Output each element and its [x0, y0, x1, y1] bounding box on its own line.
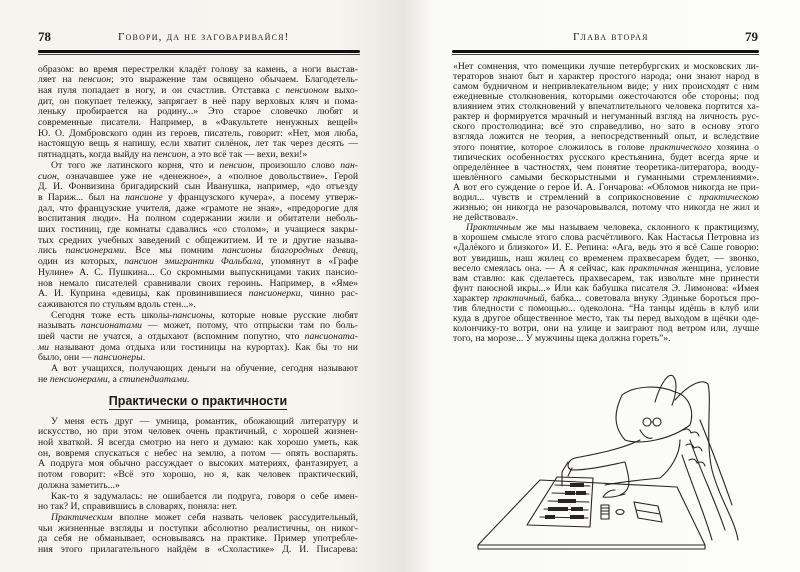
running-title: Глава вторая [573, 31, 649, 43]
text-run: воспитания люди». На полном содержании жили и обитатели неболь- [38, 213, 358, 225]
text-run: того, на морозе... У мужчины щека должна гореть”». [453, 333, 671, 345]
paragraph [453, 223, 759, 344]
text-run: потом говорит: «Всё это хорошо, но я, как человек практический, [38, 469, 358, 481]
header-rule [38, 50, 360, 53]
text-run: вам ставлю: как сделаетесь прахвесарем, так извольте мне принести [453, 272, 759, 284]
italic-term: Практическим [51, 511, 113, 523]
text-run: Д. И. Фонвизина бригадирский сын Иванушка, например, «до отъезду [38, 181, 358, 193]
text-run: вполне может себя назвать человек рассудительный, [112, 511, 358, 523]
italic-term: пан- [340, 159, 358, 171]
text-run: в хорошем смысле этого слова расчётливого. Как Настасья Петровна из [453, 232, 759, 244]
section-heading-text: Практически о практичности [108, 393, 288, 408]
text-run: , означавшее уже не «денежное», а «полное довольствие». Герой [56, 170, 358, 182]
italic-term: пенсион [219, 159, 253, 171]
text-run: чьи жизненные взгляды и поступки абсолютно реалистичны, он никог- [38, 522, 358, 534]
text-run: дит, он покупает тележку, запрягает в неё пару верховых кляч и пома- [38, 95, 358, 107]
text-run: не [38, 373, 50, 385]
italic-term: пансионеры [93, 352, 143, 364]
text-run: , а [107, 373, 120, 385]
text-run: ния этого прилагательного найдём в «Схоластике» Д. И. Писарева: [38, 544, 358, 556]
text-run: леньку пробирается на родину...» Это старое словечко любят и [38, 106, 358, 118]
italic-term: практичная [628, 262, 679, 274]
text-run: называют дома отдыха или гостиницы на курортах). Как бы то ни [49, 341, 358, 353]
text-run: шевлённого самыми бескорыстными и гуманными стремлениями». [453, 171, 759, 183]
text-run: А вот учащихся, получающих деньги на обучение, сегодня называют [51, 363, 358, 375]
italic-term: практическою [699, 192, 759, 204]
text-run: в Париж... был на [38, 191, 126, 203]
italic-term: пансионатами [80, 320, 142, 332]
italic-term: пансионы [172, 309, 213, 321]
text-run: фунт паюсной икры...» Или как бабушка писателя Э. Лимонова: «Имея [453, 282, 759, 294]
text-run: ших гостиниц, где комнаты сдавались «со столом», и учащиеся закры- [38, 224, 358, 236]
page-number: 78 [38, 29, 51, 44]
text-run: А подруга моя обычно рассуждает о высоких материях, фантазирует, а [38, 458, 358, 470]
text-run: водил... чувств и стремлений в соприкосновение с [453, 192, 700, 204]
text-run: , чинно рас- [300, 288, 358, 300]
italic-term: пансион эмигрантки Фальбала [124, 256, 262, 268]
text-run: . [142, 352, 146, 364]
text-run: весело смеялась она. — А я сейчас, как [453, 262, 629, 274]
text-run: А. И. Куприна «девицы, как провинившиеся [38, 288, 249, 300]
italic-term: пенсионом [285, 84, 329, 96]
text-run: куда в другое общественное место, так ты перед выходом в щёчки оде- [453, 313, 759, 325]
text-run: ежедневные столкновения, которыми ожесточаются обе стороны; под [453, 91, 759, 103]
running-title: Говори, да не заговаривайся! [118, 31, 290, 43]
italic-term: пенсионерами [49, 373, 108, 385]
text-run: ; это выражение там освящено обычаем. Благодетель- [111, 74, 359, 86]
text-run: От того же латинского корня, что и [51, 159, 220, 171]
text-run: тых средних учебных заведений с общежитием. И те и другие называ- [38, 234, 358, 246]
text-run: тераторов знают быт и характер простого народа; они знают народ в [453, 70, 759, 82]
text-run: Как-то я задумалась: не ошибается ли подруга, говоря о себе имен- [51, 490, 358, 502]
text-run: он, вовремя спускаться с небес на землю, а потом — опять воспарять. [38, 447, 358, 459]
italic-term: стипендиатами [119, 373, 187, 385]
italic-term: Практичным [466, 222, 522, 234]
text-run: типических особенностях русского крестьянина, будет всегда ярче и [453, 151, 759, 163]
text-run: У меня есть друг — умница, романтик, обожающий литературу и [51, 415, 358, 427]
text-run: «Нет сомнения, что помещики лучше петербургских и московских ли- [453, 60, 759, 72]
text-run: настоящую вещь я напишу, если хватит силёнок, лет так через десять — [38, 138, 358, 150]
text-run: , бабка... советовала внуку Эдиньке бороться про- [544, 292, 759, 304]
text-run: определённее в частностях, чем понятие теоретика-литератора, вооду- [453, 161, 759, 173]
text-run: Сегодня тоже есть школы- [51, 309, 173, 321]
text-run: вот увидишь, наш жилец со временем прахвесарем будет, — звонко, [453, 252, 759, 264]
text-run: же мы называем человека, склонного к практицизму, [521, 222, 759, 234]
text-run: самом будничном и непривлекательном виде; у них происходят с ним [453, 80, 759, 92]
right-text-column [453, 62, 759, 345]
paragraph [453, 62, 759, 224]
text-run: — может, потому, что отпрыски там по боль- [142, 320, 358, 332]
italic-term: пансионы благородных девиц [222, 245, 356, 257]
text-run: Нулине» А. С. Пушкина... Со скромными выпускницами таких пансио- [38, 266, 358, 278]
text-run: хозяина о [711, 141, 759, 153]
text-run: тив бледности с помощью... одеколона. “На танцы идёшь в клуб или [453, 303, 759, 315]
text-run: колончику-то вотри, они на улице и заиграют под ветром или, лучше [453, 323, 759, 335]
text-run: влиянием этих столкновений у впечатлительного человека портится ха- [453, 101, 759, 113]
paragraph [38, 417, 358, 492]
header-rule [452, 50, 759, 53]
text-run: лись [38, 245, 66, 257]
text-run: образом: во время перестрелки кладёт голову за камень, а ноги выстав- [38, 63, 358, 75]
text-run: рактер и формируется мрачный и негуманный взгляд на личность рус- [453, 111, 759, 123]
text-run: жизнью; он никогда не разочаровывался, потому что никогда не жил и [453, 202, 759, 214]
italic-term: пансионерами [65, 245, 124, 257]
text-run: характер [453, 292, 493, 304]
text-run: ского простолюдина; всё это справедливо, но зато в основу этого [453, 121, 759, 133]
text-run: выхо- [328, 84, 358, 96]
text-run: искусство, но при этом человек очень практичный, с хорошей жизнен- [38, 426, 358, 438]
text-run: А вот его суждение о герое И. А. Гончарова: «Обломов никогда не при- [453, 181, 759, 193]
italic-term: пенсион [153, 149, 187, 161]
text-run: да себя не обманывает, основываясь на практике. Пример употребле- [38, 533, 358, 545]
italic-term: пансионерки [248, 288, 301, 300]
paragraph [38, 364, 358, 385]
paragraph [38, 161, 358, 311]
paragraph [38, 492, 358, 513]
text-run: , которые новые русские любят [212, 309, 358, 321]
paragraph [38, 513, 358, 556]
text-run: этого понятие, которое сложилось в голове [453, 141, 650, 153]
italic-term: практичный [493, 292, 545, 304]
text-run: Ю. О. Домбровского один из героев, писатель, говорит: «Нет, моя люба, [38, 127, 358, 139]
text-line [38, 545, 358, 556]
paragraph [38, 311, 358, 365]
section-heading [38, 386, 358, 417]
text-run: шей части не учатся, а отдыхают (вспомним попутно, что [38, 331, 305, 343]
text-run: . Все мы помним [123, 245, 223, 257]
text-before-heading [38, 65, 358, 386]
italic-term: практического [649, 141, 712, 153]
page-number: 79 [745, 29, 758, 44]
text-run: не действовал». [453, 212, 519, 224]
italic-term: пенсион [78, 74, 112, 86]
text-run: , упомянут в «Графе [261, 256, 358, 268]
italic-term: пансионата- [304, 331, 358, 343]
text-run: , а это всё так — вехи, вехи!» [186, 149, 308, 161]
text-run: но так? И, справившись в словарях, поняла: нет. [38, 501, 238, 513]
text-line [38, 375, 358, 386]
italic-term: ми [38, 341, 50, 353]
text-run: было, они — [38, 352, 94, 364]
text-run: современные писатели. Например, в «Факультете ненужных вещей» [38, 117, 358, 129]
text-run: «Далёкого и близкого» И. Е. Репина: «Ага, ведь это я всё Саше говорю: [453, 242, 759, 254]
italic-term: сион [38, 170, 57, 182]
paragraph [38, 65, 358, 161]
text-run: взгляда ложится не теория, а непосредственный опыт, и вследствие [453, 131, 759, 143]
text-run: один из которых, [38, 256, 125, 268]
text-run: должна заметить...» [38, 479, 120, 491]
text-run: называть [38, 320, 81, 332]
text-run: нов немало писателей сравнивали своих героинь. Например, в «Яме» [38, 277, 358, 289]
text-run: женщина, условие [678, 262, 759, 274]
text-run: ляет на [38, 74, 79, 86]
text-run: пятнадцать, когда выйду на [38, 149, 154, 161]
text-line [453, 334, 759, 344]
italic-term: пансионе [125, 191, 163, 203]
text-run: у французского кучера», а посему утверж- [162, 191, 358, 203]
text-run: дал, что французские учителя, даже «грамоте не зная», «предорогие для [38, 202, 358, 214]
text-run: ной хваткой. Я всегда смотрю на него и думаю: как хорошо уметь, как [38, 437, 358, 448]
text-run: , [355, 245, 358, 257]
text-run: , произошло слово [252, 159, 341, 171]
text-run: саживаются по стульям вдоль стен...». [38, 298, 196, 310]
text-run: . [186, 373, 190, 385]
right-page [401, 0, 800, 572]
text-after-heading [38, 417, 358, 556]
text-run: ная пуля попадает в ногу, и он счастлив. Отставка с [38, 84, 286, 96]
left-text-column [38, 65, 358, 556]
